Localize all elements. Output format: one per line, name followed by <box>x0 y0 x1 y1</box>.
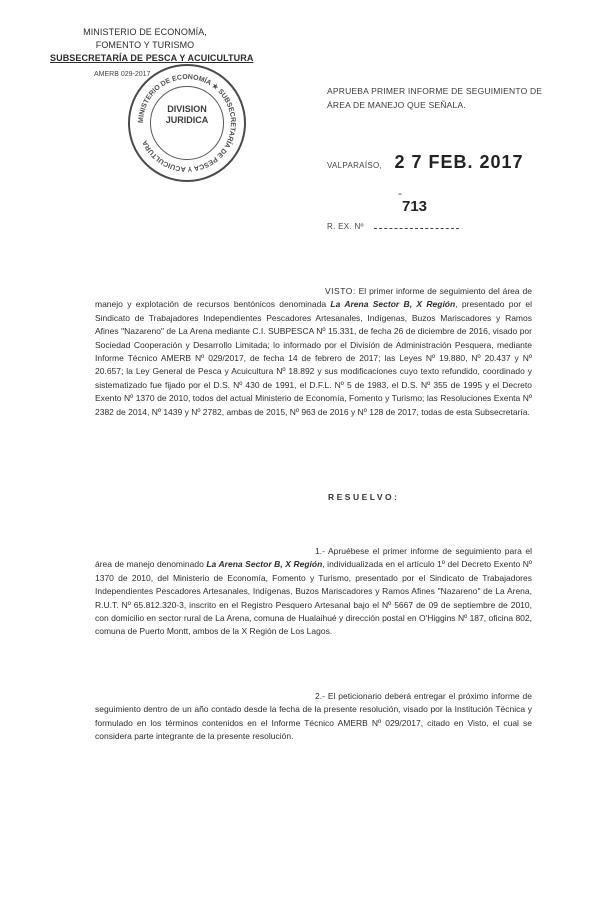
visto-paragraph <box>95 285 532 419</box>
visto-area-name: La Arena Sector B, X Región <box>330 299 456 310</box>
place-label: VALPARAÍSO, <box>327 161 383 170</box>
rex-number-value: 713 <box>402 198 428 215</box>
resolution-item-2: 2.- El peticionario deberá entregar el próximo informe de seguimiento dentro de un año contado desde la fecha de la presente resolución, visado por la Institución Técnica y formulado en los términos contenidos en el Informe Técnico AMERB Nº 029/2017, citado en Visto, el cual se considera parte integrante de la presente resolución. <box>95 691 532 742</box>
ministry-header <box>50 26 254 65</box>
visto-text-b: , presentado por el Sindicato de Trabajadores Independientes Pescadores Artesanales, Indígenas, Buzos Mariscadores y Ramos Afines "Nazareno" de La Arena mediante C.I. SUBPESCA Nº 15.331, de fecha 26 de diciembre de 2016, visado por Sociedad Cooperación y Desarrollo Limitada; lo informado por el División de Administración Pesquera, mediante Informe Técnico AMERB Nº 029/2017, de fecha 14 de febrero de 2017; las Leyes Nº 19.880, Nº 20.437 y Nº 20.657; la Ley General de Pesca y Acuicultura Nº 18.892 y sus modificaciones cuyo texto refundido, coordinado y sistematizado fue fijado por el D.S. Nº 430 de 1991, el D.F.L. Nº 5 de 1983, el D.S. Nº 355 de 1995 y el Decreto Exento Nº 1370 de 2010, todos del actual Ministerio de Economía, Fomento y Turismo; las Resoluciones Exenta Nº 2382 de 2014, Nº 1439 y Nº 2782, ambas de 2015, Nº 963 de 2016 y Nº 128 de 2017, todas de esta Subsecretaría. <box>95 299 532 417</box>
rex-underline <box>374 228 459 229</box>
stamp-ring-text: MINISTERIO DE ECONOMÍA ★ SUBSECRETARÍA DE PESCA Y ACUICULTURA <box>137 73 237 173</box>
division-juridica-stamp <box>128 64 246 182</box>
item1-text-a: 1.- Apruébese el primer informe de seguimiento para el área de manejo denominado <box>95 546 532 570</box>
ministry-name: MINISTERIO DE ECONOMÍA, <box>83 27 207 37</box>
item1-text-b: , individualizada en el artículo 1º del Decreto Exento Nº 1370 de 2010, del Ministerio de Economía, Fomento y Turismo, presentado por el Sindicato de Trabajadores Independientes Pescadores Artesanales, Indígenas, Buzos Mariscadores y Ramos Afines "Nazareno" de La Arena, R.U.T. Nº 65.812.320-3, inscrito en el Registro Pesquero Artesanal bajo el Nº 5667 de 09 de septiembre de 2010, con domicilio en sector rural de La Arena, comuna de Hualaihué y dirección postal en O'Higgins Nº 187, oficina 802, comuna de Puerto Montt, ambos de la X Región de Los Lagos. <box>95 559 532 637</box>
ministry-portfolio: FOMENTO Y TURISMO <box>95 40 195 50</box>
rex-dash: - <box>398 186 402 200</box>
resuelvo-heading: RESUELVO: <box>328 492 400 502</box>
resolution-item-1 <box>95 545 532 639</box>
stamp-center-text <box>130 104 244 126</box>
resolution-subject: APRUEBA PRIMER INFORME DE SEGUIMIENTO DE ÁREA DE MANEJO QUE SEÑALA. <box>327 86 543 110</box>
subsecretariat-name: SUBSECRETARÍA DE PESCA Y ACUICULTURA <box>50 53 254 63</box>
resolution-number <box>327 186 459 234</box>
visto-text-a: El primer informe de seguimiento del área de manejo y explotación de recursos bentónicos denominada <box>95 286 532 310</box>
date-stamp: 2 7 FEB. 2017 <box>394 152 524 172</box>
visto-lead: VISTO: <box>325 286 356 296</box>
stamp-line-juridica: JURIDICA <box>165 115 209 125</box>
rex-label: R. EX. Nº <box>327 222 364 231</box>
stamp-line-division: DIVISION <box>167 104 207 114</box>
document-code: AMERB 029-2017 <box>94 71 151 78</box>
item1-area-name: La Arena Sector B, X Región <box>206 559 323 570</box>
place-and-date <box>327 152 524 173</box>
